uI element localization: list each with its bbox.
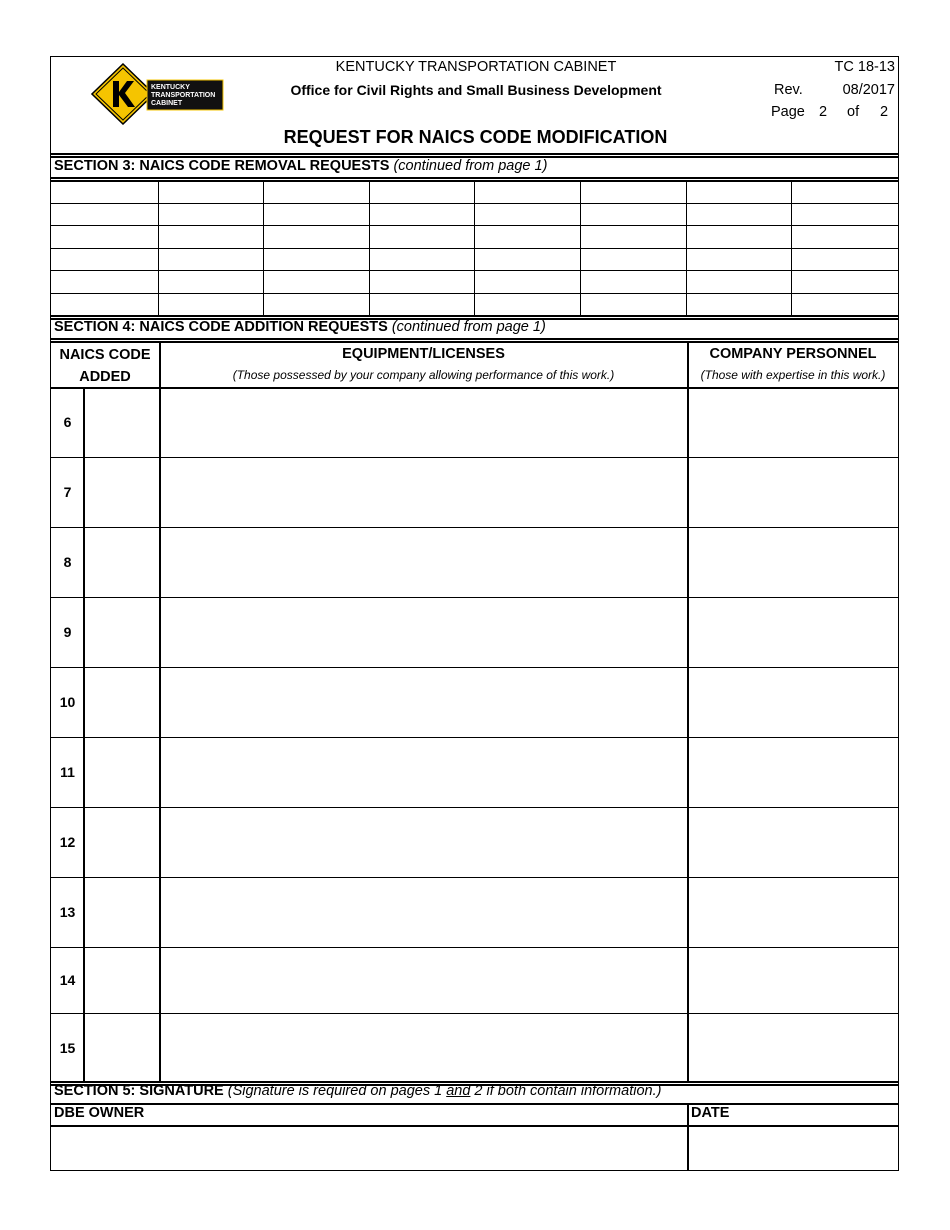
removal-code-field[interactable] bbox=[792, 226, 898, 249]
section5-note-pre: (Signature is required on pages 1 bbox=[227, 1083, 447, 1099]
kytc-logo-icon bbox=[91, 63, 227, 125]
removal-code-field[interactable] bbox=[370, 226, 475, 249]
row-number: 13 bbox=[59, 904, 76, 920]
company-personnel-field[interactable] bbox=[689, 1014, 897, 1082]
company-personnel-field[interactable] bbox=[689, 948, 897, 1012]
divider bbox=[51, 1103, 898, 1105]
form-number: TC 18-13 bbox=[834, 59, 895, 75]
divider bbox=[51, 177, 898, 179]
removal-code-field[interactable] bbox=[475, 249, 581, 272]
removal-code-field[interactable] bbox=[475, 181, 581, 204]
removal-code-field[interactable] bbox=[51, 204, 159, 227]
section5-note-and: and bbox=[446, 1083, 471, 1099]
logo-line3: CABINET bbox=[151, 100, 183, 107]
table-row bbox=[51, 458, 898, 528]
page-total: 2 bbox=[880, 104, 889, 120]
removal-code-field[interactable] bbox=[475, 226, 581, 249]
divider bbox=[51, 153, 898, 155]
table-row bbox=[51, 271, 898, 294]
row-number: 6 bbox=[63, 414, 72, 430]
removal-code-field[interactable] bbox=[159, 271, 264, 294]
row-number: 7 bbox=[63, 484, 72, 500]
rev-date: 08/2017 bbox=[842, 82, 895, 98]
equipment-licenses-field[interactable] bbox=[161, 528, 686, 596]
table-row bbox=[51, 388, 898, 458]
naics-code-field[interactable] bbox=[85, 1014, 158, 1082]
naics-code-field[interactable] bbox=[85, 878, 158, 946]
removal-code-field[interactable] bbox=[264, 226, 370, 249]
section3-heading bbox=[54, 158, 547, 174]
table-row bbox=[51, 808, 898, 878]
office-name: Office for Civil Rights and Small Business Development bbox=[290, 82, 662, 98]
naics-header-line1: NAICS CODE bbox=[59, 347, 151, 363]
personnel-header-title: COMPANY PERSONNEL bbox=[709, 346, 877, 362]
removal-code-field[interactable] bbox=[687, 226, 792, 249]
column-rule bbox=[159, 341, 161, 1082]
company-personnel-field[interactable] bbox=[689, 808, 897, 876]
removal-code-field[interactable] bbox=[51, 271, 159, 294]
logo-line2: TRANSPORTATION bbox=[151, 92, 216, 99]
equipment-header-title: EQUIPMENT/LICENSES bbox=[342, 346, 505, 362]
removal-code-field[interactable] bbox=[159, 226, 264, 249]
naics-code-field[interactable] bbox=[85, 388, 158, 456]
removal-code-field[interactable] bbox=[581, 226, 687, 249]
equipment-header bbox=[160, 344, 687, 386]
company-personnel-field[interactable] bbox=[689, 878, 897, 946]
equipment-licenses-field[interactable] bbox=[161, 1014, 686, 1082]
removal-code-field[interactable] bbox=[581, 249, 687, 272]
removal-table bbox=[51, 181, 898, 316]
removal-code-field[interactable] bbox=[264, 271, 370, 294]
equipment-licenses-field[interactable] bbox=[161, 808, 686, 876]
removal-code-field[interactable] bbox=[687, 271, 792, 294]
section5-note bbox=[228, 1083, 662, 1099]
naics-code-field[interactable] bbox=[85, 738, 158, 806]
removal-code-field[interactable] bbox=[792, 271, 898, 294]
naics-code-field[interactable] bbox=[85, 458, 158, 526]
removal-code-field[interactable] bbox=[370, 181, 475, 204]
removal-code-field[interactable] bbox=[792, 249, 898, 272]
personnel-header bbox=[688, 344, 898, 386]
row-number: 14 bbox=[59, 972, 76, 988]
divider bbox=[51, 341, 898, 343]
removal-code-field[interactable] bbox=[51, 294, 159, 317]
row-number: 12 bbox=[59, 834, 76, 850]
removal-code-field[interactable] bbox=[264, 294, 370, 317]
of-label: of bbox=[847, 104, 860, 120]
divider bbox=[51, 315, 898, 317]
rev-label: Rev. bbox=[774, 82, 803, 98]
equipment-licenses-field[interactable] bbox=[161, 458, 686, 526]
section3-label: SECTION 3: NAICS CODE REMOVAL REQUESTS bbox=[54, 158, 390, 174]
column-rule bbox=[687, 341, 689, 1082]
company-personnel-field[interactable] bbox=[689, 388, 897, 456]
removal-code-field[interactable] bbox=[159, 181, 264, 204]
table-row bbox=[51, 668, 898, 738]
naics-code-field[interactable] bbox=[85, 528, 158, 596]
removal-code-field[interactable] bbox=[264, 249, 370, 272]
removal-code-field[interactable] bbox=[581, 294, 687, 317]
section5-note-post: 2 if both contain information.) bbox=[470, 1083, 662, 1099]
table-row bbox=[51, 1014, 898, 1084]
page-number: 2 bbox=[819, 104, 828, 120]
dbe-owner-label: DBE OWNER bbox=[54, 1105, 145, 1121]
section4-label: SECTION 4: NAICS CODE ADDITION REQUESTS bbox=[54, 319, 388, 335]
personnel-header-note: (Those with expertise in this work.) bbox=[700, 368, 886, 382]
equipment-licenses-field[interactable] bbox=[161, 388, 686, 456]
divider bbox=[51, 338, 898, 340]
page-label: Page bbox=[771, 104, 805, 120]
company-personnel-field[interactable] bbox=[689, 458, 897, 526]
table-row bbox=[51, 181, 898, 204]
table-row bbox=[51, 226, 898, 249]
table-row bbox=[51, 294, 898, 317]
dbe-owner-signature-field[interactable] bbox=[53, 1128, 685, 1168]
table-row bbox=[51, 204, 898, 227]
row-number: 15 bbox=[59, 1040, 76, 1056]
equipment-header-note: (Those possessed by your company allowing performance of this work.) bbox=[232, 368, 615, 382]
removal-code-field[interactable] bbox=[687, 294, 792, 317]
table-row bbox=[51, 878, 898, 948]
removal-code-field[interactable] bbox=[792, 181, 898, 204]
removal-code-field[interactable] bbox=[370, 204, 475, 227]
table-row bbox=[51, 948, 898, 1014]
column-rule bbox=[687, 1103, 689, 1171]
naics-code-field[interactable] bbox=[85, 808, 158, 876]
removal-code-field[interactable] bbox=[581, 204, 687, 227]
removal-code-field[interactable] bbox=[687, 204, 792, 227]
removal-code-field[interactable] bbox=[792, 294, 898, 317]
naics-code-field[interactable] bbox=[85, 668, 158, 736]
removal-code-field[interactable] bbox=[370, 294, 475, 317]
removal-code-field[interactable] bbox=[51, 181, 159, 204]
removal-code-field[interactable] bbox=[475, 204, 581, 227]
company-personnel-field[interactable] bbox=[689, 738, 897, 806]
naics-code-field[interactable] bbox=[85, 948, 158, 1012]
removal-code-field[interactable] bbox=[792, 204, 898, 227]
removal-code-field[interactable] bbox=[581, 271, 687, 294]
section5-heading bbox=[54, 1083, 661, 1099]
row-number: 11 bbox=[60, 764, 75, 780]
column-rule bbox=[83, 388, 85, 1082]
equipment-licenses-field[interactable] bbox=[161, 738, 686, 806]
equipment-licenses-field[interactable] bbox=[161, 948, 686, 1012]
row-number: 8 bbox=[63, 554, 72, 570]
form-title: REQUEST FOR NAICS CODE MODIFICATION bbox=[283, 127, 668, 147]
removal-code-field[interactable] bbox=[687, 181, 792, 204]
divider bbox=[51, 1125, 898, 1127]
table-row bbox=[51, 738, 898, 808]
row-number: 10 bbox=[59, 694, 76, 710]
removal-code-field[interactable] bbox=[159, 204, 264, 227]
table-row bbox=[51, 249, 898, 272]
table-row bbox=[51, 598, 898, 668]
removal-code-field[interactable] bbox=[159, 294, 264, 317]
addition-table bbox=[51, 388, 898, 1081]
removal-code-field[interactable] bbox=[370, 271, 475, 294]
removal-code-field[interactable] bbox=[687, 249, 792, 272]
naics-header-line2: ADDED bbox=[79, 369, 131, 385]
removal-code-field[interactable] bbox=[264, 181, 370, 204]
table-row bbox=[51, 528, 898, 598]
company-personnel-field[interactable] bbox=[689, 668, 897, 736]
removal-code-field[interactable] bbox=[51, 226, 159, 249]
equipment-licenses-field[interactable] bbox=[161, 878, 686, 946]
equipment-licenses-field[interactable] bbox=[161, 598, 686, 666]
logo-line1: KENTUCKY bbox=[151, 84, 190, 91]
section4-note: (continued from page 1) bbox=[391, 319, 546, 335]
section5-label: SECTION 5: SIGNATURE bbox=[54, 1083, 224, 1099]
agency-name: KENTUCKY TRANSPORTATION CABINET bbox=[335, 59, 617, 75]
section3-note: (continued from page 1) bbox=[393, 158, 548, 174]
equipment-licenses-field[interactable] bbox=[161, 668, 686, 736]
removal-code-field[interactable] bbox=[475, 271, 581, 294]
removal-code-field[interactable] bbox=[581, 181, 687, 204]
row-number: 9 bbox=[63, 624, 72, 640]
company-personnel-field[interactable] bbox=[689, 528, 897, 596]
date-label: DATE bbox=[691, 1105, 730, 1121]
section4-heading bbox=[54, 319, 546, 335]
removal-code-field[interactable] bbox=[51, 249, 159, 272]
kytc-logo bbox=[91, 63, 227, 125]
removal-code-field[interactable] bbox=[264, 204, 370, 227]
naics-code-header bbox=[51, 344, 159, 388]
removal-code-field[interactable] bbox=[475, 294, 581, 317]
form-page bbox=[50, 56, 899, 1171]
company-personnel-field[interactable] bbox=[689, 598, 897, 666]
removal-code-field[interactable] bbox=[159, 249, 264, 272]
removal-code-field[interactable] bbox=[370, 249, 475, 272]
signature-date-field[interactable] bbox=[690, 1128, 896, 1168]
naics-code-field[interactable] bbox=[85, 598, 158, 666]
